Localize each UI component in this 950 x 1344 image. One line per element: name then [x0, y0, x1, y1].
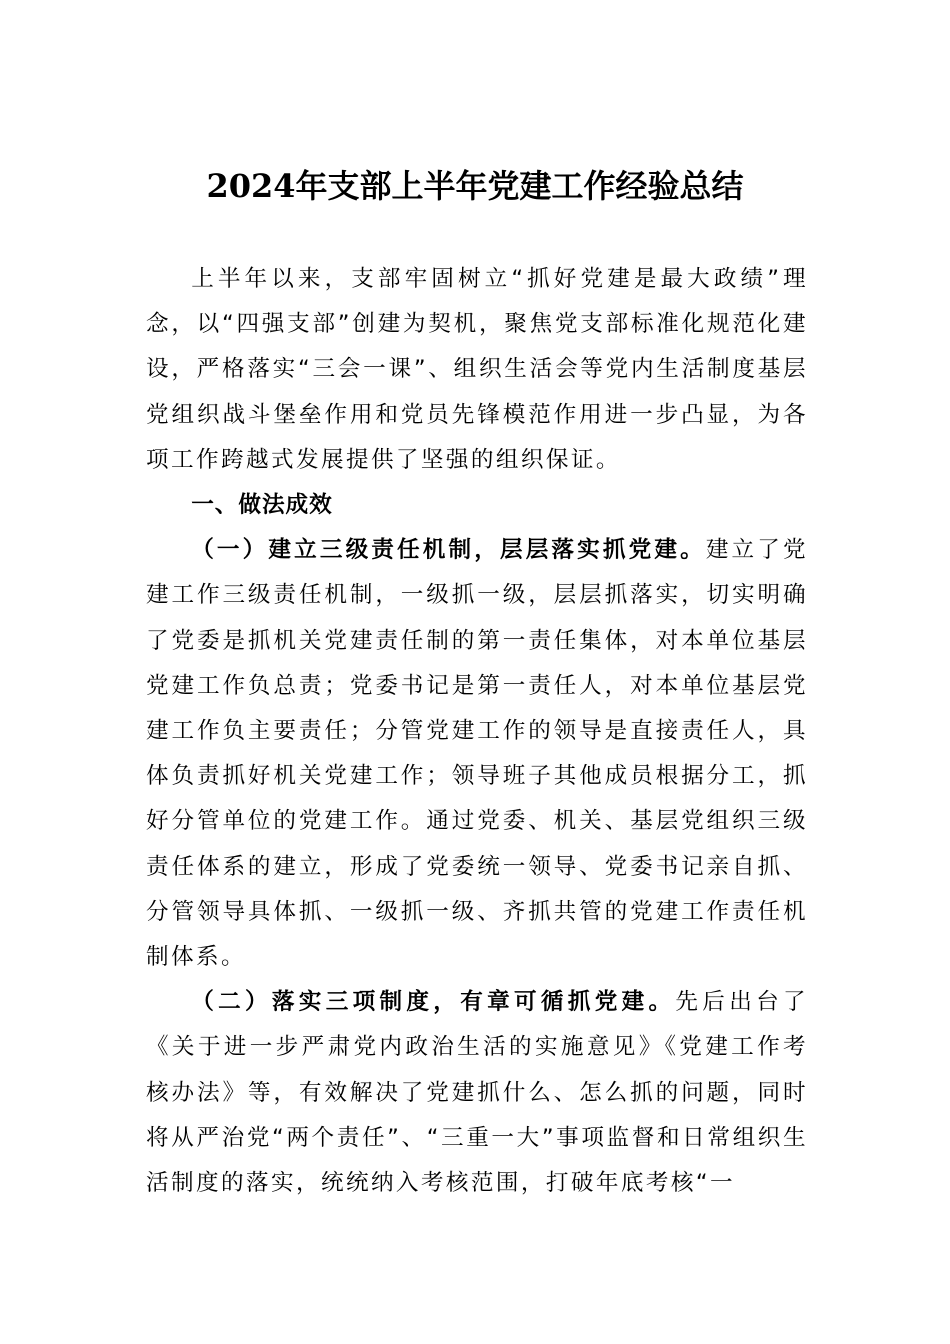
- document-title: 2024年支部上半年党建工作经验总结: [206, 167, 744, 205]
- item-1-body: 建立了党建工作三级责任机制，一级抓一级，层层抓落实，切实明确了党委是抓机关党建责任制的第一责任集体，对本单位基层党建工作负总责；党委书记是第一责任人，对本单位基层党建工作负主要责任；分管党建工作的领导是直接责任人，具体负责抓好机关党建工作；领导班子其他成员根据分工，抓好分管单位的党建工作。通过党委、机关、基层党组织三级责任体系的建立，形成了党委统一领导、党委书记亲自抓、分管领导具体抓、一级抓一级、齐抓共管的党建工作责任机制体系。: [146, 537, 808, 971]
- item-paragraph-2: [146, 980, 808, 1206]
- item-paragraph-1: [146, 528, 808, 980]
- item-2-body: 先后出台了《关于进一步严肃党内政治生活的实施意见》《党建工作考核办法》等，有效解决了党建抓什么、怎么抓的问题，同时将从严治党“两个责任”、“三重一大”事项监督和日常组织生活制度的落实，统统纳入考核范围，打破年底考核“一: [146, 989, 809, 1197]
- document-body: [146, 257, 808, 1206]
- item-1-lead: （一）建立三级责任机制，层层落实抓党建。: [191, 537, 706, 564]
- section-heading-1: 一、做法成效: [191, 492, 333, 519]
- intro-paragraph: 上半年以来，支部牢固树立“抓好党建是最大政绩”理念，以“四强支部”创建为契机，聚焦党支部标准化规范化建设，严格落实“三会一课”、组织生活会等党内生活制度基层党组织战斗堡垒作用和党员先锋模范作用进一步凸显，为各项工作跨越式发展提供了坚强的组织保证。: [146, 266, 808, 473]
- item-2-lead: （二）落实三项制度，有章可循抓党建。: [191, 989, 676, 1016]
